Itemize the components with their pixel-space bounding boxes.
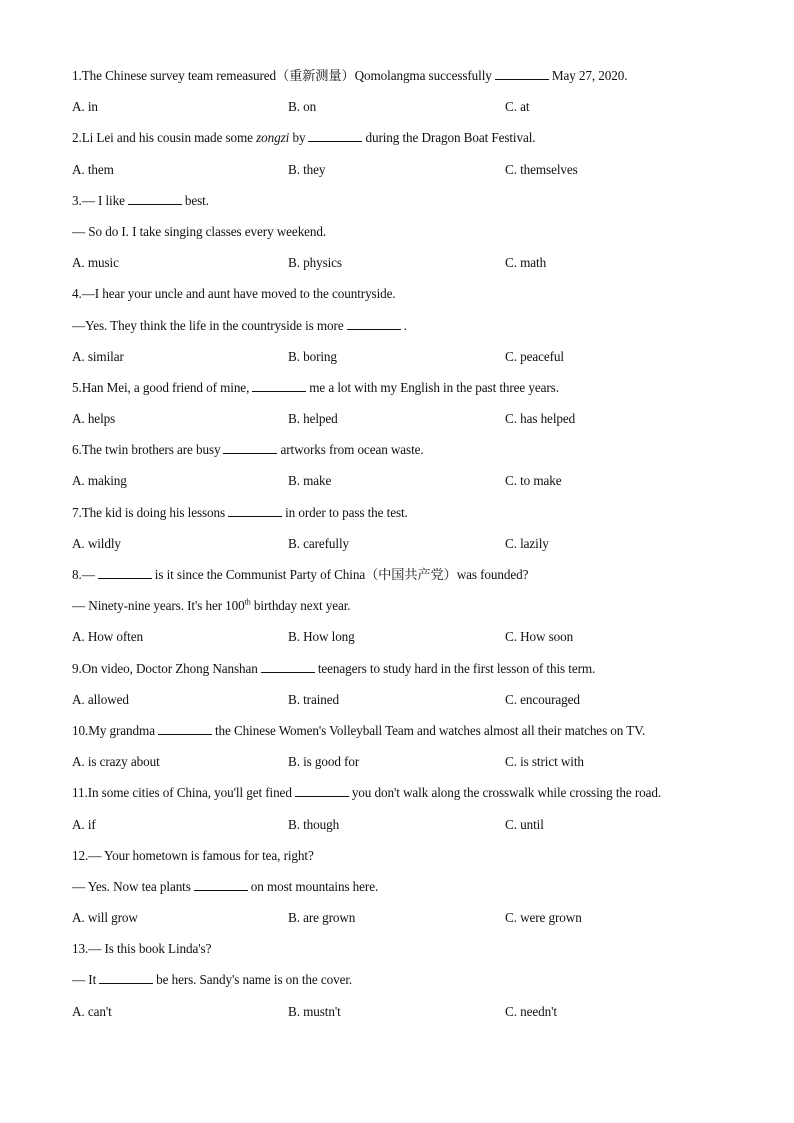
question-number: 5. [72,379,82,395]
dialogue-line-tail: be hers. Sandy's name is on the cover. [156,972,353,988]
question-stem: — Your hometown is famous for tea, right? [88,847,314,863]
option-b[interactable]: B. physics [288,255,342,271]
question-stem: Han Mei, a good friend of mine, [81,379,250,395]
option-a[interactable]: A. making [72,473,127,489]
question-13 [72,939,722,970]
options-5 [72,409,722,440]
option-a[interactable]: A. them [72,161,114,177]
option-c[interactable]: C. to make [505,473,562,489]
superscript: th [244,597,251,607]
question-stem: — Is this book Linda's? [88,941,212,957]
answer-blank[interactable] [308,129,362,142]
option-b[interactable]: B. trained [288,691,340,707]
options-11 [72,815,722,846]
options-8 [72,627,722,658]
question-8-response [72,596,722,627]
answer-blank[interactable] [98,566,152,579]
question-stem-tail: in order to pass the test. [285,504,408,520]
question-stem: Li Lei and his cousin made some [81,130,253,146]
question-stem: In some cities of China, you'll get fined [87,785,292,801]
answer-blank[interactable] [228,504,282,517]
question-4 [72,284,722,315]
question-stem: — I like [81,192,125,208]
options-3 [72,253,722,284]
question-stem: —I hear your uncle and aunt have moved to the countryside. [81,286,396,302]
answer-blank[interactable] [99,971,153,984]
option-a[interactable]: A. will grow [72,910,138,926]
answer-blank[interactable] [158,722,212,735]
answer-blank[interactable] [261,660,315,673]
option-b[interactable]: B. though [288,816,340,832]
question-12 [72,846,722,877]
answer-blank[interactable] [347,317,401,330]
question-stem-tail: is it since the Communist Party of China（中国共产党）was founded? [154,567,529,582]
answer-blank[interactable] [495,67,549,80]
answer-blank[interactable] [128,192,182,205]
options-6 [72,471,722,502]
question-stem: The twin brothers are busy [81,442,221,458]
question-4-response [72,316,722,347]
question-stem-tail: during the Dragon Boat Festival. [365,130,536,146]
option-b[interactable]: B. is good for [288,754,360,770]
option-c[interactable]: C. themselves [505,161,578,177]
question-number: 10. [72,722,89,738]
option-c[interactable]: C. has helped [505,411,576,427]
option-b[interactable]: B. make [288,473,332,489]
option-c[interactable]: C. math [505,255,547,271]
option-a[interactable]: A. can't [72,1003,112,1019]
question-12-response [72,877,722,908]
question-number: 6. [72,442,82,458]
option-c[interactable]: C. is strict with [505,754,584,770]
option-a[interactable]: A. allowed [72,691,129,707]
option-c[interactable]: C. needn't [505,1003,557,1019]
question-number: 1. [72,68,82,83]
option-c[interactable]: C. were grown [505,910,582,926]
option-a[interactable]: A. wildly [72,535,121,551]
question-13-response [72,970,722,1001]
question-number: 4. [72,286,82,302]
question-3 [72,191,722,222]
option-a[interactable]: A. in [72,99,98,115]
option-b[interactable]: B. on [288,99,317,115]
options-2 [72,160,722,191]
answer-blank[interactable] [252,379,306,392]
question-number: 8. [72,567,82,582]
question-stem-tail: teenagers to study hard in the first lesson of this term. [317,660,596,676]
question-7 [72,503,722,534]
option-a[interactable]: A. is crazy about [72,754,160,770]
dialogue-line-tail: . [403,317,407,333]
question-stem-tail: you don't walk along the crosswalk while crossing the road. [351,785,662,801]
option-a[interactable]: A. if [72,816,96,832]
option-b[interactable]: B. helped [288,411,338,427]
options-4 [72,347,722,378]
question-stem-tail: best. [184,192,209,208]
question-number: 12. [72,847,89,863]
question-1 [72,66,722,97]
dialogue-line-tail: on most mountains here. [250,878,379,894]
dialogue-line: — It [72,972,97,988]
question-stem: The Chinese survey team remeasured（重新测量）Qomolangma successfully [81,68,492,83]
worksheet-page [72,66,722,1033]
question-stem-tail: May 27, 2020. [551,68,628,83]
option-c[interactable]: C. until [505,816,544,832]
question-stem: My grandma [88,722,155,738]
dialogue-line: — Ninety-nine years. It's her 100 [72,598,245,614]
answer-blank[interactable] [295,784,349,797]
options-12 [72,908,722,939]
option-b[interactable]: B. are grown [288,910,356,926]
option-a[interactable]: A. How often [72,629,143,645]
question-number: 13. [72,941,89,957]
question-3-response [72,222,722,253]
options-7 [72,534,722,565]
question-stem-tail: me a lot with my English in the past three years. [309,379,559,395]
question-2 [72,128,722,159]
question-stem-tail: the Chinese Women's Volleyball Team and watches almost all their matches on TV. [214,722,646,738]
question-stem: The kid is doing his lessons [81,504,226,520]
question-number: 7. [72,504,82,520]
option-c[interactable]: C. at [505,99,530,115]
option-a[interactable]: A. helps [72,411,116,427]
question-number: 3. [72,192,82,208]
dialogue-line: — Yes. Now tea plants [72,878,191,894]
option-c[interactable]: C. encouraged [505,691,580,707]
question-stem-tail: artworks from ocean waste. [280,442,424,458]
option-a[interactable]: A. similar [72,348,124,364]
option-b[interactable]: B. How long [288,629,355,645]
dialogue-line: —Yes. They think the life in the countryside is more [72,317,344,333]
option-c[interactable]: C. peaceful [505,348,564,364]
options-9 [72,690,722,721]
question-number: 2. [72,130,82,146]
question-number: 11. [72,785,88,801]
question-8 [72,565,722,596]
question-6 [72,440,722,471]
options-10 [72,752,722,783]
question-11 [72,783,722,814]
options-1 [72,97,722,128]
question-stem: On video, Doctor Zhong Nanshan [81,660,258,676]
question-10 [72,721,722,752]
option-b[interactable]: B. mustn't [288,1003,341,1019]
option-b[interactable]: B. they [288,161,326,177]
question-stem-italic: zongzi [256,130,290,146]
question-9 [72,659,722,690]
option-b[interactable]: B. boring [288,348,337,364]
options-13 [72,1002,722,1033]
question-number: 9. [72,660,82,676]
option-c[interactable]: C. How soon [505,629,574,645]
question-5 [72,378,722,409]
question-stem-mid: by [292,130,306,146]
option-a[interactable]: A. music [72,255,119,271]
question-stem: — [81,567,95,582]
answer-blank[interactable] [194,878,248,891]
option-b[interactable]: B. carefully [288,535,350,551]
dialogue-line: — So do I. I take singing classes every weekend. [72,223,327,239]
answer-blank[interactable] [223,441,277,454]
option-c[interactable]: C. lazily [505,535,549,551]
dialogue-line-tail: birthday next year. [250,598,351,614]
